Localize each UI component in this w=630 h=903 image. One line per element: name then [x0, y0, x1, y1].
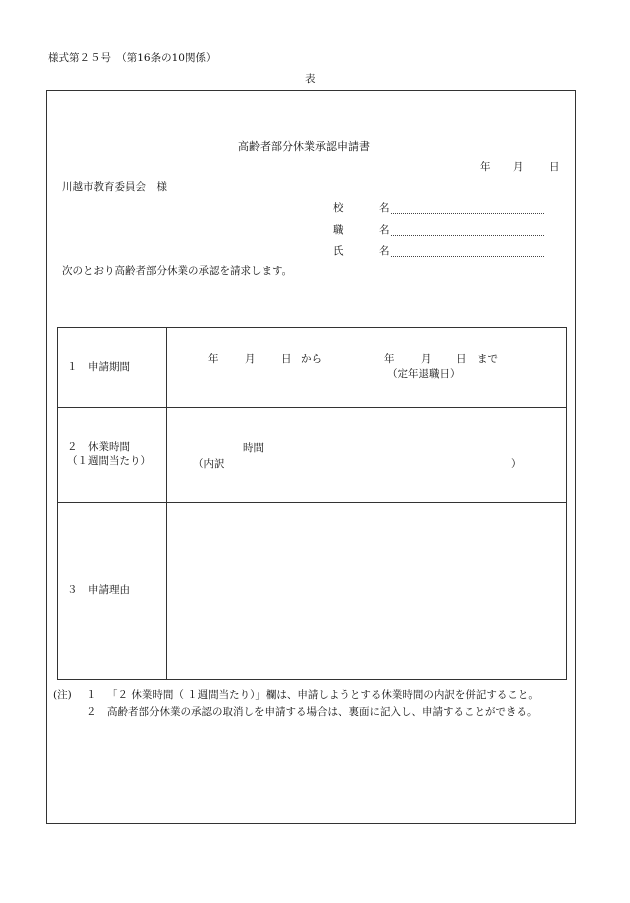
position-input-line[interactable]: [391, 235, 544, 236]
note-2-text: 高齢者部分休業の承認の取消しを申請する場合は、裏面に記入し、申請することができる。: [107, 706, 538, 718]
school-input-line[interactable]: [391, 213, 544, 214]
name-label-a: 氏: [333, 245, 344, 257]
from-year: 年: [208, 353, 219, 365]
to-suffix: まで: [477, 353, 498, 365]
table-border-right: [566, 327, 567, 680]
retirement-date-note: （定年退職日）: [387, 368, 461, 380]
table-border-left: [57, 327, 58, 680]
table-row-divider-1: [57, 407, 567, 408]
breakdown-open[interactable]: （内訳: [193, 458, 225, 470]
to-day: 日: [456, 353, 467, 365]
name-input-line[interactable]: [391, 256, 544, 257]
hours-unit[interactable]: 時間: [243, 442, 264, 454]
table-border-bottom: [57, 679, 567, 680]
school-label-b: 名: [379, 202, 390, 214]
request-text: 次のとおり高齢者部分休業の承認を請求します。: [62, 265, 293, 277]
position-label-b: 名: [379, 224, 390, 236]
to-year: 年: [384, 353, 395, 365]
name-label-b: 名: [379, 245, 390, 257]
side-label: 表: [305, 73, 316, 85]
row1-label: １ 申請期間: [67, 361, 130, 373]
date-month: 月: [513, 161, 524, 173]
table-border-top: [57, 327, 567, 328]
addressee: 川越市教育委員会 様: [62, 181, 167, 193]
row2-label-line1: ２ 休業時間: [67, 441, 130, 453]
date-day: 日: [549, 161, 560, 173]
form-number: 様式第２５号 （第16条の10関係）: [48, 52, 217, 64]
school-label-a: 校: [333, 202, 344, 214]
to-month: 月: [421, 353, 432, 365]
breakdown-close: ）: [511, 458, 522, 470]
note-1-text: 「２ 休業時間（ １週間当たり）」欄は、申請しようとする休業時間の内訳を併記すること。: [107, 689, 539, 701]
notes-prefix: (注): [53, 689, 72, 701]
from-day: 日: [281, 353, 292, 365]
reason-input-area[interactable]: [168, 504, 565, 678]
table-row-divider-2: [57, 502, 567, 503]
date-year: 年: [480, 161, 491, 173]
table-column-divider: [166, 327, 167, 680]
row3-label: ３ 申請理由: [67, 584, 130, 596]
note-2-number: ２: [86, 706, 97, 718]
from-suffix: から: [301, 353, 322, 365]
position-label-a: 職: [333, 224, 344, 236]
form-title: 高齢者部分休業承認申請書: [238, 140, 370, 153]
row2-label-line2: （１週間当たり）: [67, 455, 151, 467]
note-1-number: １: [86, 689, 97, 701]
from-month: 月: [245, 353, 256, 365]
